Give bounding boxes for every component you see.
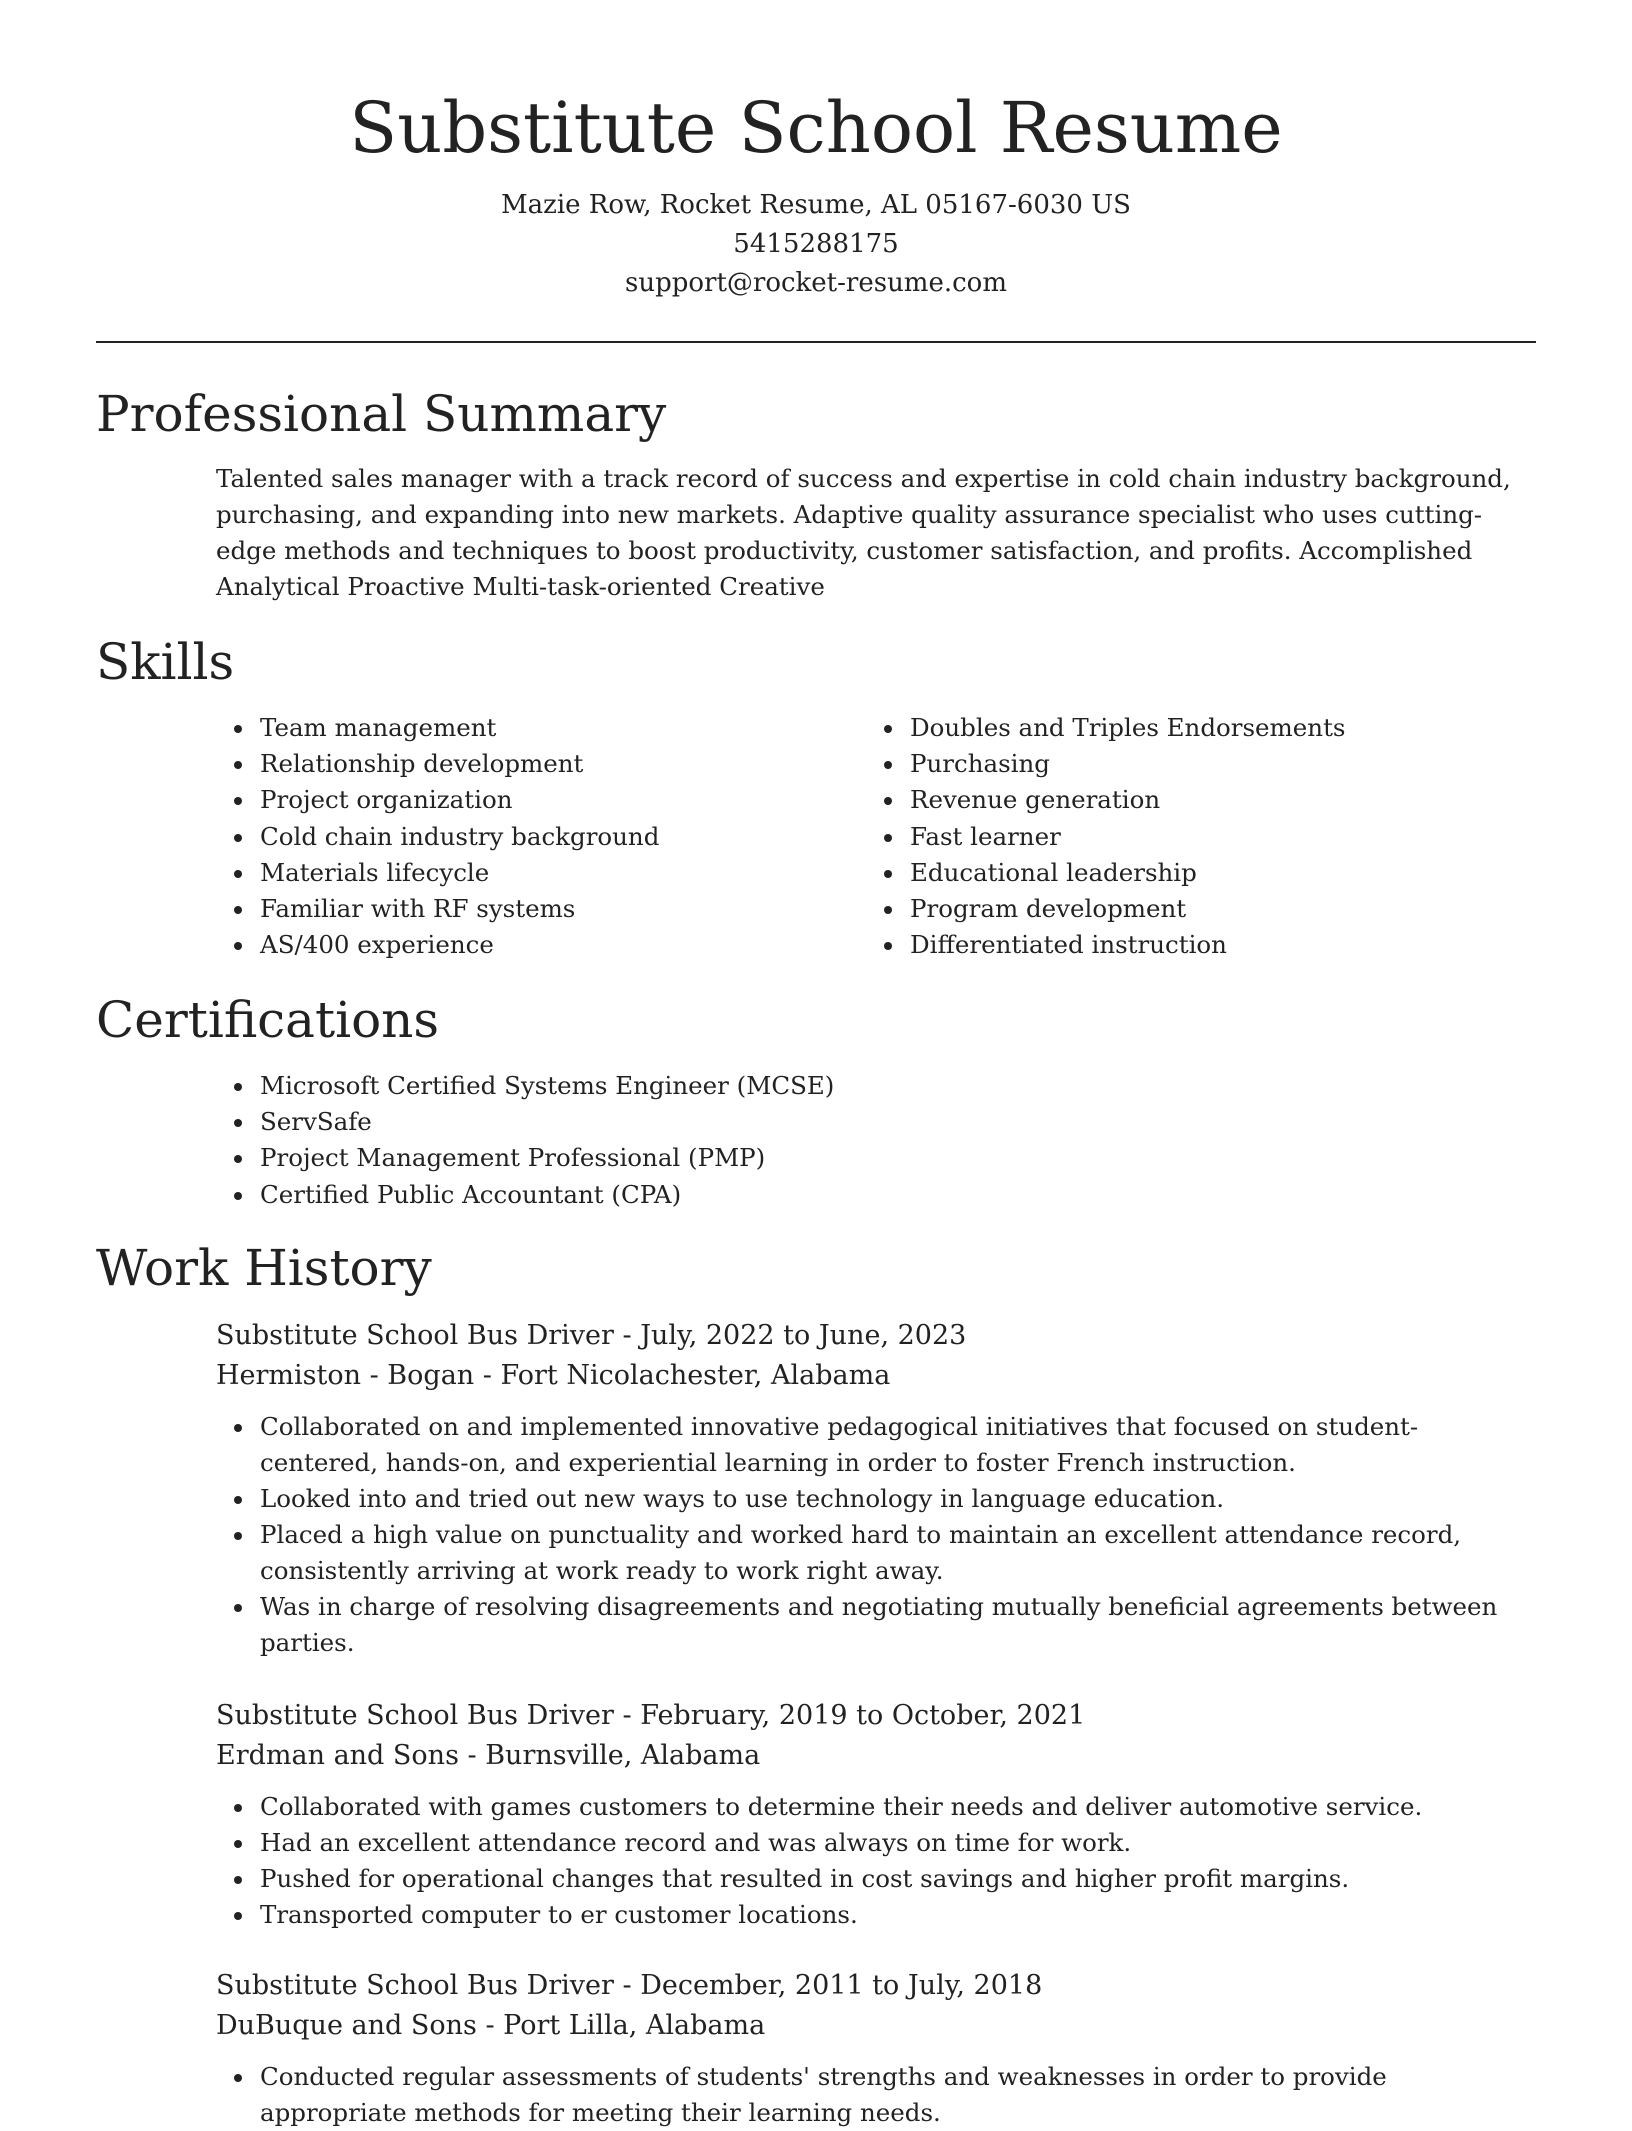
job-title: Substitute School Bus Driver xyxy=(216,1320,614,1351)
job-bullet: Placed a high value on punctuality and worked hard to maintain an excellent attendance record, consistently arriving at work ready to work right away. xyxy=(260,1517,1536,1589)
skills-heading: Skills xyxy=(96,633,235,691)
job-title-line xyxy=(216,1696,1536,1736)
skills-list-right xyxy=(910,710,1510,963)
contact-email: support@rocket-resume.com xyxy=(624,268,1007,298)
job-entry xyxy=(216,1316,1536,1661)
job-bullet: Conducted regular assessments of students' strengths and weaknesses in order to provide appropriate methods for meeting their learning needs. xyxy=(260,2059,1536,2131)
contact-address: Mazie Row, Rocket Resume, AL 05167-6030 US xyxy=(501,190,1131,220)
skill-item: Differentiated instruction xyxy=(910,927,1510,963)
resume-title: Substitute School Resume xyxy=(349,87,1283,169)
summary-heading: Professional Summary xyxy=(96,385,667,443)
job-bullet: Had an excellent attendance record and was always on time for work. xyxy=(260,1825,1536,1861)
certification-item: Certified Public Accountant (CPA) xyxy=(260,1177,1460,1213)
skills-list-left xyxy=(260,710,860,963)
skill-item: Familiar with RF systems xyxy=(260,891,860,927)
job-bullets xyxy=(260,1789,1536,1933)
resume-header xyxy=(0,78,1632,303)
job-bullets xyxy=(260,2059,1536,2131)
skill-item: Materials lifecycle xyxy=(260,855,860,891)
skill-item: Revenue generation xyxy=(910,782,1510,818)
skill-item: Program development xyxy=(910,891,1510,927)
job-bullet: Transported computer to er customer locations. xyxy=(260,1897,1536,1933)
job-company: DuBuque and Sons xyxy=(216,2010,477,2041)
job-company-line xyxy=(216,2006,1536,2046)
summary-text: Talented sales manager with a track record of success and expertise in cold chain industry background, purchasing, and expanding into new markets. Adaptive quality assurance specialist who uses cutting-edge methods and techniques to boost productivity, customer satisfaction, and profits. Accomplished Analytical Proactive Multi-task-oriented Creative xyxy=(216,464,1511,601)
job-entry xyxy=(216,1966,1536,2131)
job-title: Substitute School Bus Driver xyxy=(216,1700,614,1731)
job-dates: - December, 2011 to July, 2018 xyxy=(613,1970,1043,2001)
skill-item: Cold chain industry background xyxy=(260,819,860,855)
job-bullets xyxy=(260,1409,1536,1661)
skill-item: Doubles and Triples Endorsements xyxy=(910,710,1510,746)
job-location: - Port Lilla, Alabama xyxy=(476,2010,766,2041)
header-divider xyxy=(96,341,1536,343)
job-title-line xyxy=(216,1966,1536,2006)
job-bullet: Was in charge of resolving disagreements and negotiating mutually beneficial agreements between parties. xyxy=(260,1589,1536,1661)
job-location: - Fort Nicolachester, Alabama xyxy=(474,1360,891,1391)
job-title-line xyxy=(216,1316,1536,1356)
certification-item: ServSafe xyxy=(260,1104,1460,1140)
skill-item: AS/400 experience xyxy=(260,927,860,963)
job-company-line xyxy=(216,1736,1536,1776)
skill-item: Purchasing xyxy=(910,746,1510,782)
job-bullet: Collaborated on and implemented innovative pedagogical initiatives that focused on student-centered, hands-on, and experiential learning in order to foster French instruction. xyxy=(260,1409,1536,1481)
certification-item: Project Management Professional (PMP) xyxy=(260,1140,1460,1176)
skill-item: Team management xyxy=(260,710,860,746)
certifications-list xyxy=(260,1068,1460,1213)
certifications-heading: Certifications xyxy=(96,991,440,1049)
job-company: Hermiston - Bogan xyxy=(216,1360,475,1391)
job-company: Erdman and Sons xyxy=(216,1740,459,1771)
skill-item: Educational leadership xyxy=(910,855,1510,891)
job-bullet: Looked into and tried out new ways to use technology in language education. xyxy=(260,1481,1536,1517)
job-bullet: Collaborated with games customers to determine their needs and deliver automotive service. xyxy=(260,1789,1536,1825)
job-dates: - February, 2019 to October, 2021 xyxy=(613,1700,1086,1731)
job-title: Substitute School Bus Driver xyxy=(216,1970,614,2001)
job-dates: - July, 2022 to June, 2023 xyxy=(613,1320,967,1351)
contact-block xyxy=(0,186,1632,303)
certification-item: Microsoft Certified Systems Engineer (MCSE) xyxy=(260,1068,1460,1104)
skill-item: Project organization xyxy=(260,782,860,818)
work-history-heading: Work History xyxy=(96,1239,432,1297)
skill-item: Fast learner xyxy=(910,819,1510,855)
job-entry xyxy=(216,1696,1536,1933)
job-bullet: Pushed for operational changes that resulted in cost savings and higher profit margins. xyxy=(260,1861,1536,1897)
job-company-line xyxy=(216,1356,1536,1396)
job-location: - Burnsville, Alabama xyxy=(458,1740,761,1771)
contact-phone: 5415288175 xyxy=(733,229,899,259)
skill-item: Relationship development xyxy=(260,746,860,782)
